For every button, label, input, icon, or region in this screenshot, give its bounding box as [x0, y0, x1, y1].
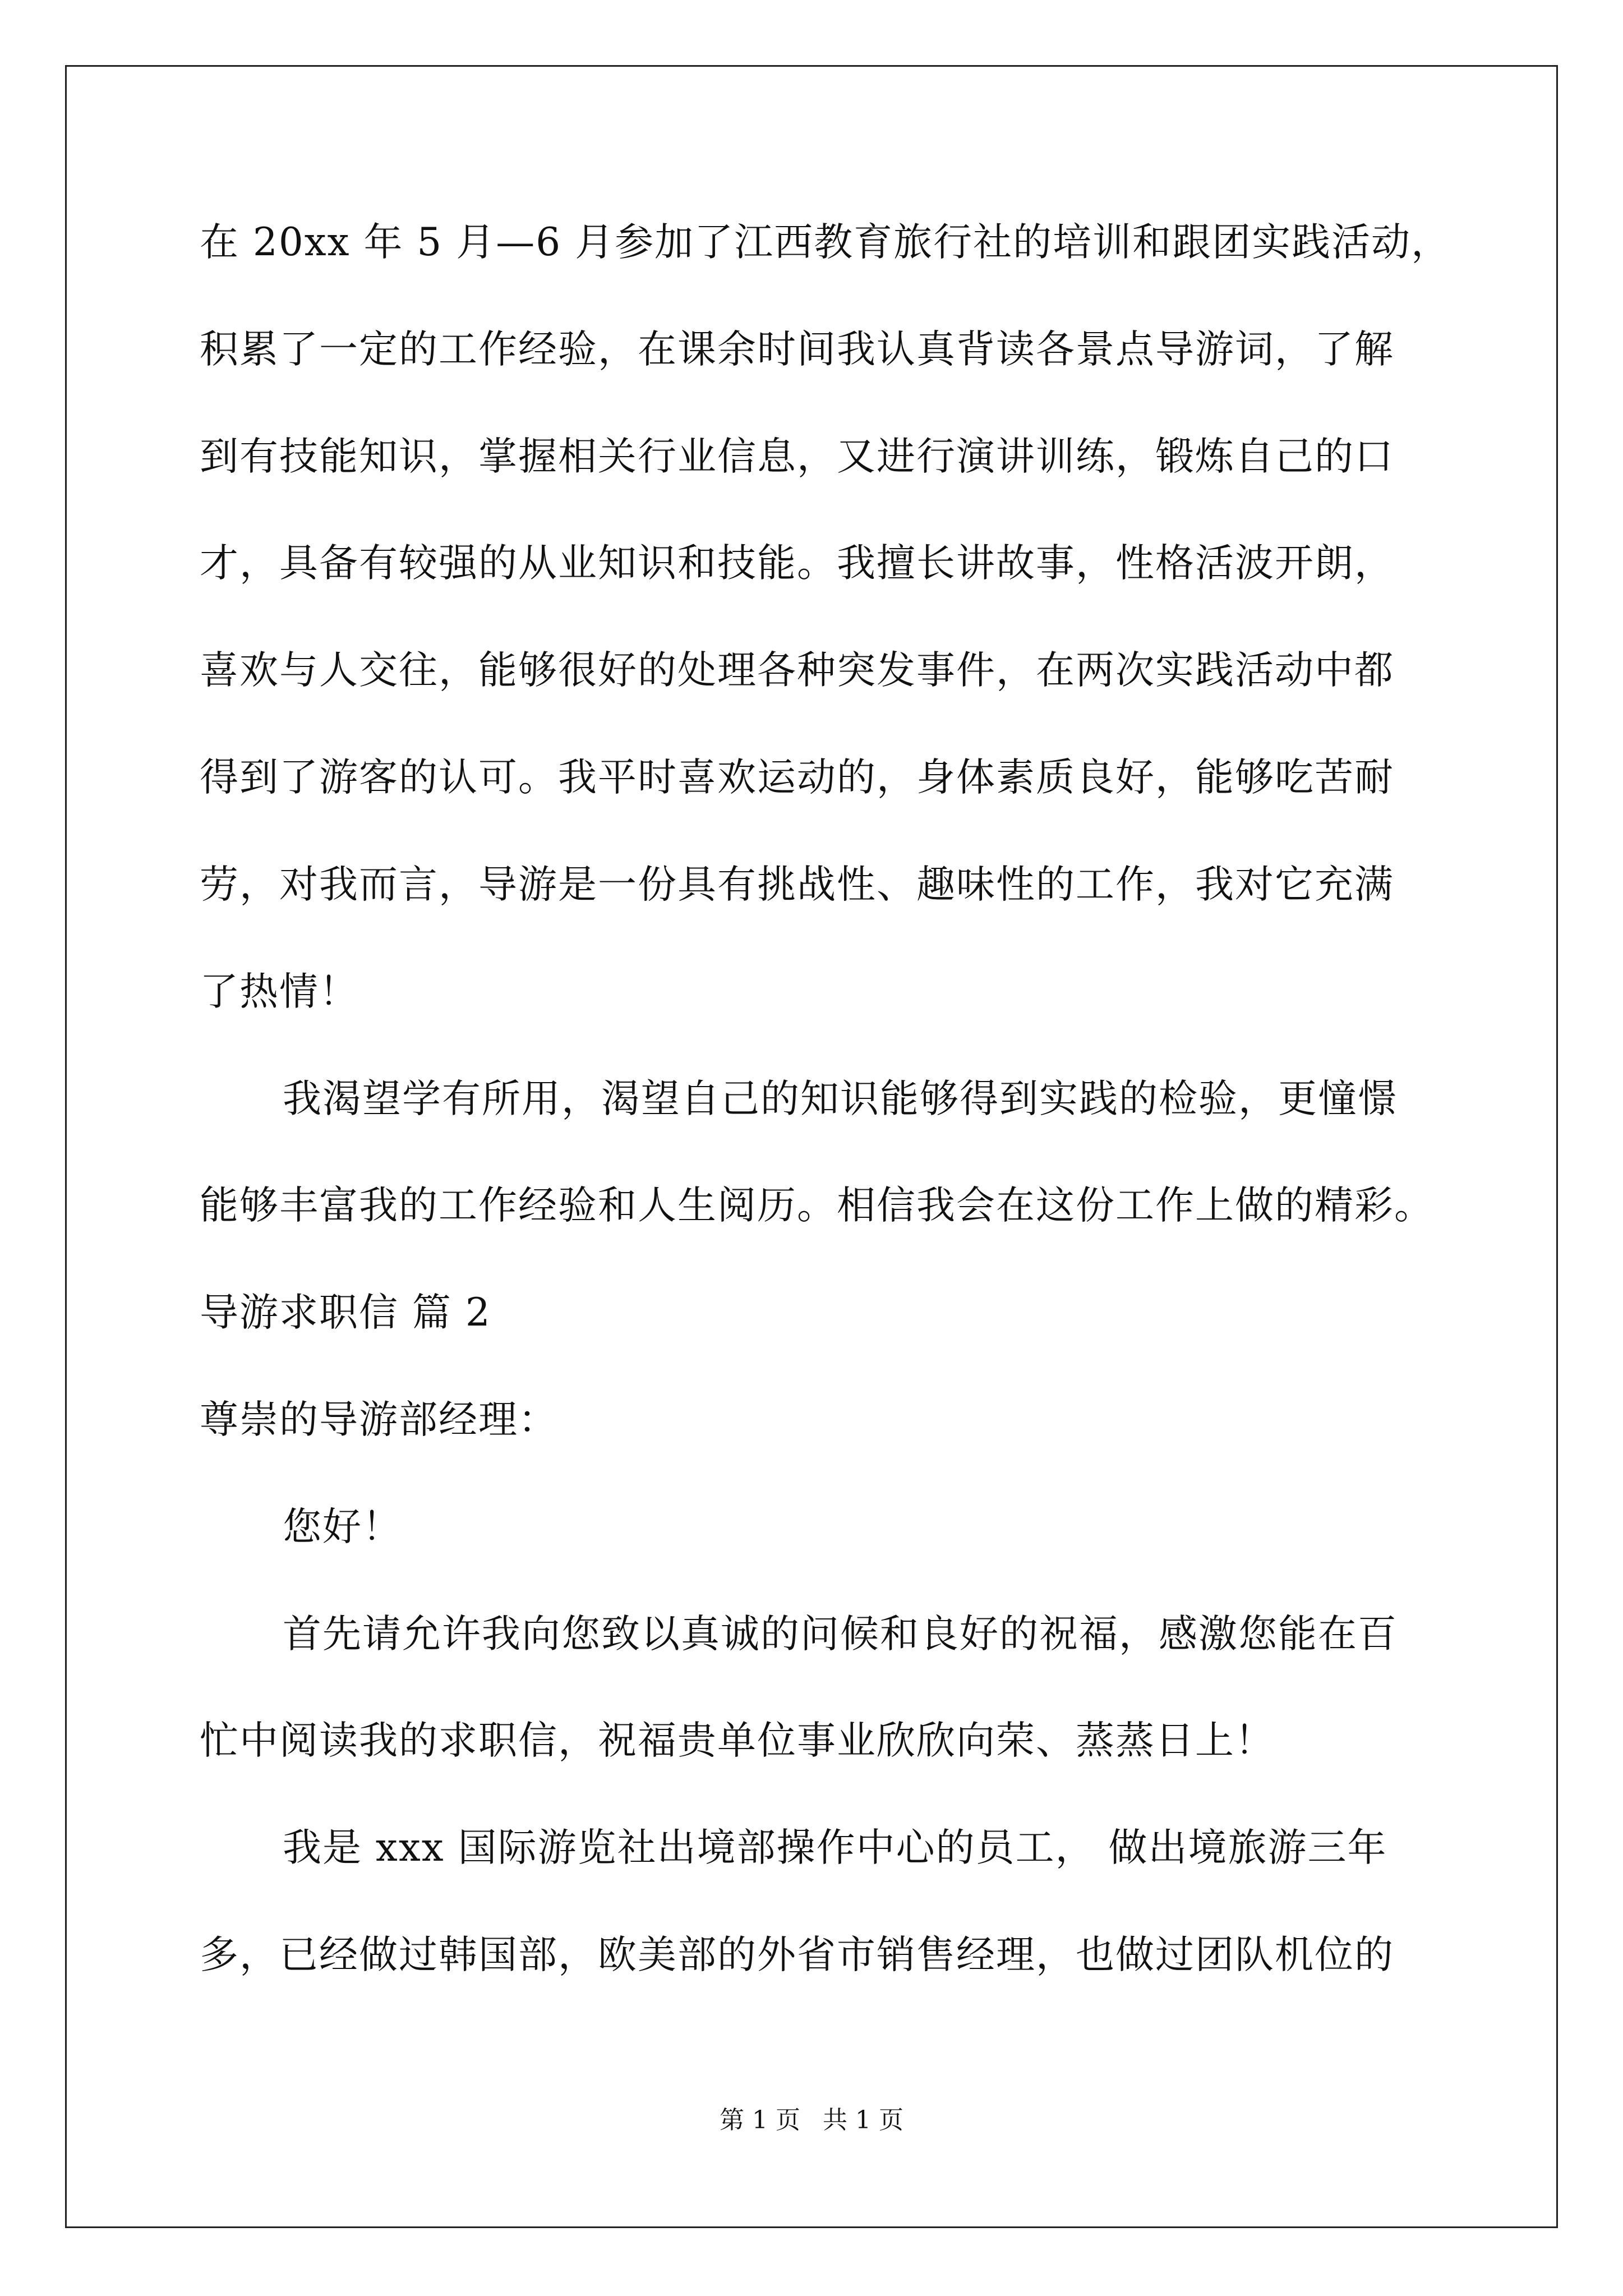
page-footer: [0, 2104, 1623, 2137]
paragraph-line: 积累了一定的工作经验，在课余时间我认真背读各景点导游词，了解: [200, 327, 1394, 372]
page-total: 共 1 页: [823, 2106, 903, 2134]
paragraph-line: 我是 xxx 国际游览社出境部操作中心的员工， 做出境旅游三年: [283, 1825, 1387, 1870]
paragraph-line: 多，已经做过韩国部，欧美部的外省市销售经理，也做过团队机位的: [200, 1932, 1394, 1977]
paragraph-line: 能够丰富我的工作经验和人生阅历。相信我会在这份工作上做的精彩。: [200, 1183, 1434, 1228]
paragraph-line: 喜欢与人交往，能够很好的处理各种突发事件，在两次实践活动中都: [200, 648, 1394, 693]
paragraph-line: 了热情！: [200, 969, 359, 1014]
paragraph-line: 得到了游客的认可。我平时喜欢运动的，身体素质良好，能够吃苦耐: [200, 755, 1394, 800]
greeting: 您好！: [283, 1504, 402, 1549]
page-border: [65, 65, 1558, 2228]
paragraph-line: 到有技能知识，掌握相关行业信息，又进行演讲训练，锻炼自己的口: [200, 434, 1394, 479]
salutation: 尊崇的导游部经理：: [200, 1397, 558, 1442]
paragraph-line: 劳，对我而言，导游是一份具有挑战性、趣味性的工作，我对它充满: [200, 862, 1394, 907]
paragraph-line: 忙中阅读我的求职信，祝福贵单位事业欣欣向荣、蒸蒸日上！: [200, 1718, 1275, 1763]
paragraph-line: 才，具备有较强的从业知识和技能。我擅长讲故事，性格活波开朗，: [200, 541, 1394, 586]
paragraph-line: 在 20xx 年 5 月—6 月参加了江西教育旅行社的培训和跟团实践活动，: [200, 220, 1451, 265]
section-heading: 导游求职信 篇 2: [200, 1290, 491, 1335]
paragraph-line: 我渴望学有所用，渴望自己的知识能够得到实践的检验，更憧憬: [283, 1076, 1398, 1121]
paragraph-line: 首先请允许我向您致以真诚的问候和良好的祝福，感激您能在百: [283, 1612, 1398, 1657]
page-number: 第 1 页: [720, 2106, 800, 2134]
